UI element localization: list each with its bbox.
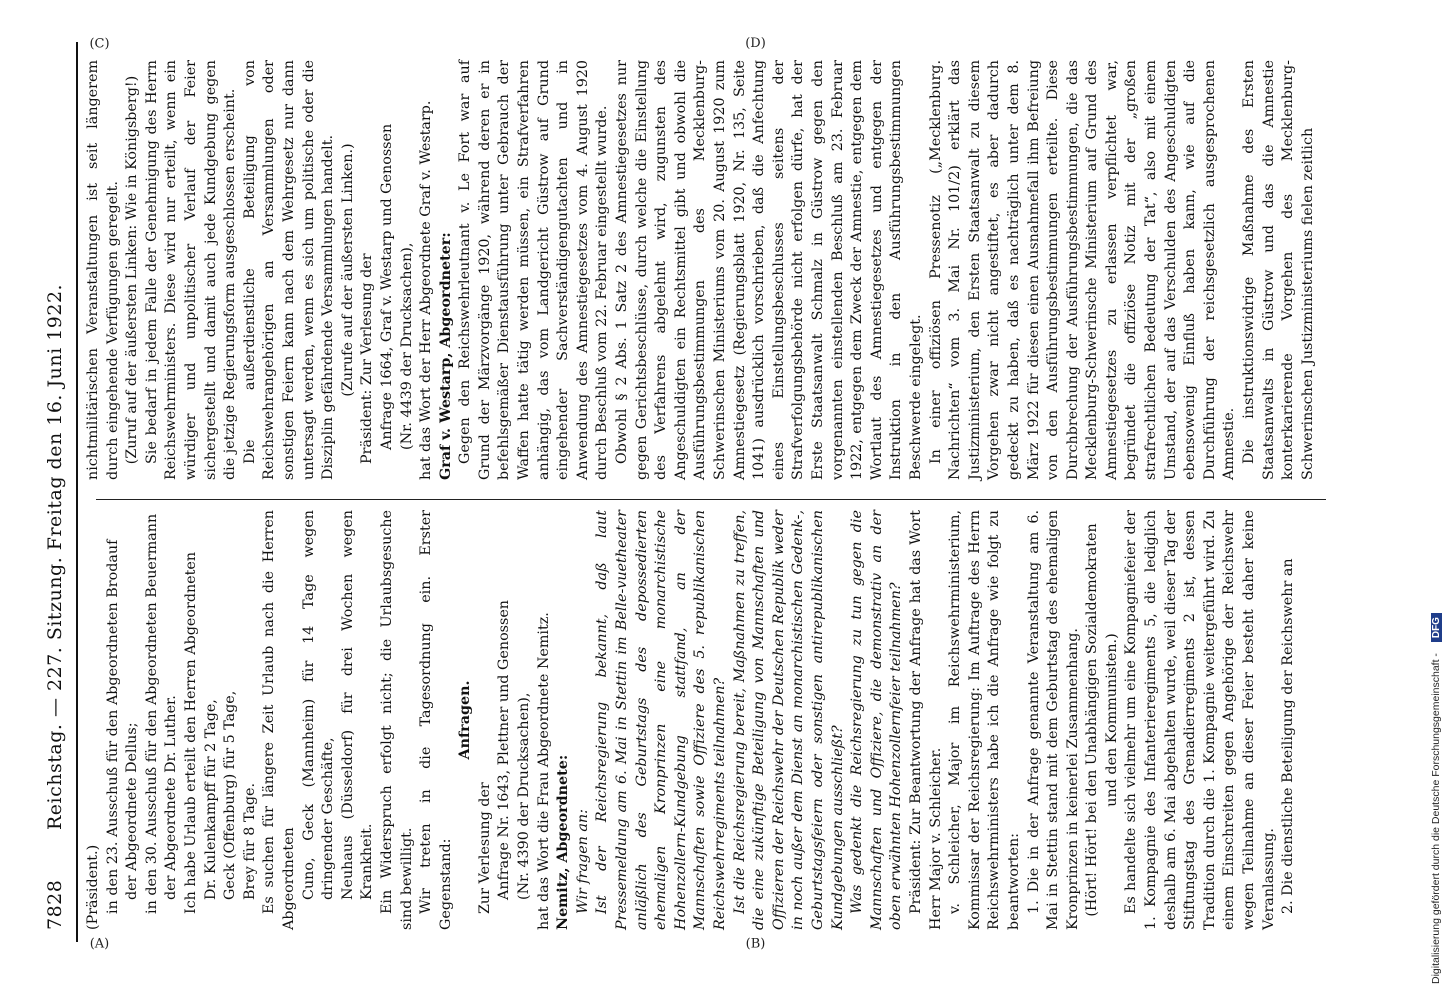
- paragraph: Wir treten in die Tagesordnung ein. Erster Gegenstand:: [418, 510, 454, 930]
- paragraph: Ist der Reichsregierung bekannt, daß laut Pressemeldung am 6. Mai in Stettin im Belle-vuetheater anläßlich des Geburtstags des depossedierten ehemaligen Kronprinzen eine monarchistische Hohenzollern-Kundgebung stattfand, an der Mannschaften sowie Offiziere des 5. republikanischen Reichswehrregiments teilnahmen?: [594, 510, 728, 930]
- paragraph: hat das Wort der Herr Abgeordnete Graf v. Westarp.: [418, 100, 435, 480]
- paragraph: Wir fragen an:: [574, 809, 591, 914]
- margin-marker-d: (D): [745, 36, 766, 52]
- margin-marker-c: (C): [89, 36, 110, 52]
- interjection: (Hört! Hört! bei den Unabhängigen Sozialdemokraten und den Kommunisten.): [1084, 523, 1120, 917]
- paragraph: (Präsident.): [85, 844, 101, 930]
- paragraph: Es suchen für längere Zeit Urlaub nach die Herren Abgeordneten: [261, 510, 297, 930]
- page-title: Reichstag. — 227. Sitzung. Freitag den 16. Juni 1922.: [44, 283, 66, 830]
- paragraph: Geck (Offenburg) für 5 Tage,: [222, 690, 239, 900]
- margin-marker-b: (B): [745, 936, 766, 952]
- interjection: (Zuruf auf der äußersten Linken: Wie in Königsberg!): [124, 75, 141, 465]
- paragraph: Gegen den Reichswehrleutnant v. Le Fort war auf Grund der Märzvorgänge 1920, während deren er in befehlsgemäßer Dienstausführung unter Gebrauch der Waffen hatte tätig werden müssen, ein Strafverfahren anhängig, das vom Landgericht Güstrow auf Grund eingehender Sachverständigengutachten und in Anwendung des Amnestiegesetzes vom 4. August 1920 durch Beschluß vom 22. Februar eingestellt wurde.: [457, 60, 611, 480]
- paragraph: Präsident: Zur Verlesung der: [359, 253, 376, 464]
- credit-text: Digitalisierung gefördert durch die Deutsche Forschungsgemeinschaft -: [1430, 653, 1442, 984]
- paragraph: in den 23. Ausschuß für den Abgeordneten Brodauf: [104, 539, 121, 914]
- interjection: (Zurufe auf der äußersten Linken.): [339, 143, 356, 397]
- dfg-logo: DFG: [1431, 613, 1442, 642]
- paragraph: Präsident: Zur Beantwortung der Anfrage hat das Wort Herr Major v. Schleicher.: [907, 510, 944, 930]
- paragraph: hat das Wort die Frau Abgeordnete Nemitz.: [535, 612, 552, 930]
- paragraph: nichtmilitärischen Veranstaltungen ist seit längerem durch eingehende Verfügungen geregelt.: [85, 60, 121, 480]
- left-column: [84, 510, 1334, 930]
- paragraph: Zur Verlesung der: [476, 782, 493, 914]
- paragraph: Neuhaus (Düsseldorf) für drei Wochen wegen Krankheit.: [339, 510, 376, 900]
- paragraph: Ich habe Urlaub erteilt den Herren Abgeordneten: [182, 551, 199, 914]
- paragraph: in den 30. Ausschuß für den Abgeordneten Beuermann: [143, 513, 160, 914]
- paragraph: In einer offiziösen Pressenotiz („Mecklenburg. Nachrichten“ vom 3. Mai Nr. 101/2) erklärt das Justizministerium, den Ersten Staatsanwalt zu diesem Vorgehen zwar nicht angestiftet, es aber dadurch gedeckt zu haben, daß es nachträglich unter dem 8. März 1922 für diesen einen Ausnahmefall ihm Befreiung von den Ausführungsbestimmungen erteilte. Diese Durchbrechung der Ausführungsbestimmungen, die das Mecklenburg-Schwerinsche Ministerium auf Grund des Amnestiegesetzes zu erlassen verpflichtet war, begründet die offiziöse Notiz mit der „großen strafrechtlichen Bedeutung der Tat“, also mit einem Umstand, der auf das Verschulden des Angeschuldigten ebensowenig Einfluß haben kann, wie auf die Durchführung der reichsgesetzlich ausgesprochenen Amnestie.: [927, 60, 1238, 480]
- paragraph: Sie bedarf in jedem Falle der Genehmigung des Herrn Reichswehrministers. Diese wird nur erteilt, wenn ein würdiger und unpolitischer Verlauf der Feier sichergestellt und damit auch jede Kundgebung gegen die jetzige Regierungsform ausgeschlossen erscheint.: [143, 60, 239, 480]
- running-header: [44, 60, 70, 930]
- paragraph: Es handelte sich vielmehr um eine Kompagniefeier der 1. Kompagnie des Infanterieregiments 5, die lediglich deshalb am 6. Mai abgehalten wurde, weil dieser Tag der Stiftungstag des Grenadierregiments 2 ist, dessen Tradition durch die 1. Kompagnie weitergeführt wird. Zu einem Einschreiten gegen Angehörige der Reichswehr wegen Teilnahme an dieser Feier besteht daher keine Veranlassung.: [1123, 510, 1277, 930]
- paragraph: 2. Die dienstliche Beteiligung der Reichswehr an: [1280, 558, 1297, 914]
- header-rule: [76, 42, 78, 942]
- paragraph: Was gedenkt die Reichsregierung zu tun gegen die Mannschaften und Offiziere, die demonstrativ an der oben erwähnten Hohenzollernfeier teilnahmen?: [849, 510, 905, 930]
- paragraph: der Abgeordnete Dr. Luther.: [163, 695, 180, 900]
- paragraph: der Abgeordnete Dellus;: [124, 722, 141, 900]
- paragraph: Obwohl § 2 Abs. 1 Satz 2 des Amnestiegesetzes nur gegen Gerichtsbeschlüsse, durch welche die Einstellung des Verfahrens abgelehnt wird, zugunsten des Angeschuldigten ein Rechtsmittel gibt und obwohl die Ausführungsbestimmungen des Mecklenburg-Schwerinschen Ministeriums vom 20. August 1920 zum Amnestiegesetz (Regierungsblatt 1920, Nr. 135, Seite 1041) ausdrücklich vorschrieben, daß die Anfechtung eines Einstellungsbeschlusses seitens der Strafverfolgungsbehörde nicht erfolgen dürfe, hat der Erste Staatsanwalt Schmalz in Güstrow gegen den vorgenannten einstellenden Beschluß am 23. Februar 1922, entgegen dem Zweck der Amnestie, entgegen dem Wortlaut des Amnestiegesetzes und entgegen der Instruktion in den Ausführungsbestimmungen Beschwerde eingelegt.: [614, 60, 924, 480]
- paragraph: Anfrage Nr. 1643, Plettner und Genossen: [496, 599, 513, 900]
- paragraph: 1. Die in der Anfrage genannte Veranstaltung am 6. Mai in Stettin stand mit dem Geburtstag des ehemaligen Kronprinzen in keinerlei Zusammenhang.: [1025, 510, 1081, 930]
- speaker: Nemitz, Abgeordnete:: [555, 754, 572, 930]
- digitization-credit: [1410, 10, 1442, 990]
- paragraph: (Nr. 4390 der Drucksachen),: [516, 692, 533, 900]
- speaker: Graf v. Westarp, Abgeordneter:: [437, 232, 454, 480]
- paragraph: v. Schleicher, Major im Reichswehrministerium, Kommissar der Reichsregierung: Im Auftrage des Herrn Reichswehrministers habe ich die Anfrage wie folgt zu beantworten:: [947, 510, 1022, 930]
- paragraph: (Nr. 4439 der Drucksachen),: [398, 242, 415, 450]
- paragraph: Cuno, Geck (Mannheim) für 14 Tage wegen dringender Geschäfte,: [300, 510, 337, 900]
- paragraph: Ein Widerspruch erfolgt nicht; die Urlaubsgesuche sind bewilligt.: [378, 510, 415, 930]
- page-number: 7828: [44, 879, 66, 930]
- paragraph: Die außerdienstliche Beteiligung von Reichswehrangehörigen an Versammlungen oder sonstigen Feiern kann nach dem Wehrgesetz nur dann untersagt werden, wenn es sich um politische oder die Disziplin gefährdende Versammlungen handelt.: [241, 60, 337, 480]
- right-column: [84, 60, 1334, 480]
- paragraph: Ist die Reichsregierung bereit, Maßnahmen zu treffen, die eine zukünftige Beteiligung von Mannschaften und Offizieren der Reichswehr der Deutschen Republik weder in noch außer dem Dienst an monarchistischen Gedenk-, Geburtstagsfeiern oder sonstigen antirepublikanischen Kundgebungen ausschließt?: [731, 510, 846, 930]
- section-heading: Anfragen.: [457, 680, 474, 760]
- column-divider: [96, 499, 1326, 500]
- paragraph: Dr. Kulenkampff für 2 Tage,: [202, 699, 219, 900]
- margin-marker-a: (A): [89, 936, 110, 952]
- paragraph: Anfrage 1664, Graf v. Westarp und Genossen: [378, 123, 395, 450]
- paragraph: Brey für 8 Tage.: [241, 782, 258, 900]
- paragraph: Die instruktionswidrige Maßnahme des Ersten Staatsanwalts in Güstrow und das die Amnestie konterkarierende Vorgehen des Mecklenburg-Schwerinschen Justizministeriums fielen zeitlich: [1241, 60, 1316, 480]
